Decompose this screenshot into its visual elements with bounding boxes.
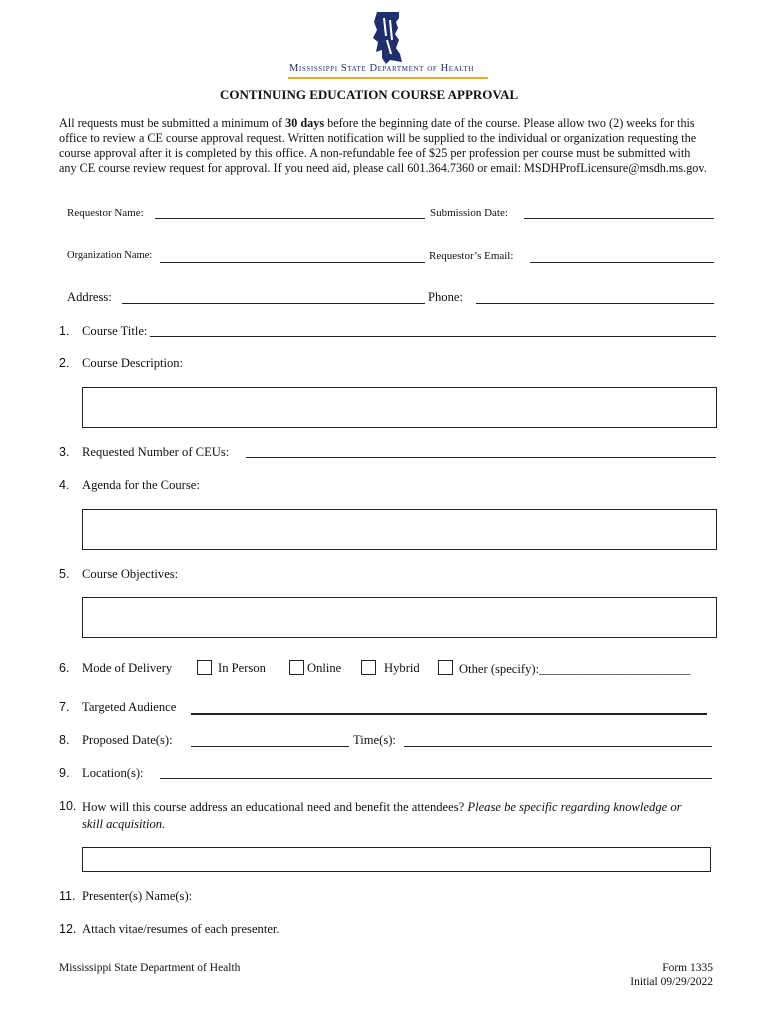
online-label: Online [307,661,342,675]
item-number: 6. [59,661,70,675]
requestor-email-label: Requestor’s Email: [429,250,514,262]
times-field[interactable] [404,746,712,747]
organization-name-label: Organization Name: [67,250,153,261]
in-person-label: In Person [218,661,266,675]
in-person-checkbox[interactable] [197,660,212,675]
other-specify-label: Other (specify):________________________ [459,662,691,676]
course-title-field[interactable] [150,336,716,337]
item-number: 2. [59,356,70,370]
form-initial-date: Initial 09/29/2022 [630,976,713,988]
page-title: CONTINUING EDUCATION COURSE APPROVAL [220,87,519,102]
item-number: 4. [59,478,70,492]
educational-need-hint: Please be specific regarding knowledge or skill acquisition. [82,800,682,831]
objectives-box[interactable] [82,597,717,638]
hybrid-label: Hybrid [384,661,420,675]
item-number: 7. [59,700,70,714]
agency-underline [288,77,488,79]
mode-of-delivery-label: Mode of Delivery [82,661,173,675]
other-checkbox[interactable] [438,660,453,675]
intro-paragraph: All requests must be submitted a minimum of 30 days before the beginning date of the course. Please allow two (2) weeks for this office to review a CE course approval request. Written notification will be supplied to the individual or organization requesting the course approval after it is completed by this office. A non-refundable fee of $25 per profession per course must be submitted with any CE course review request for approval. If you need aid, please call 601.364.7360 or email: MSDHProfLicensure@msdh.ms.gov. [59,116,707,175]
agenda-box[interactable] [82,509,717,550]
phone-label: Phone: [428,290,463,304]
attach-resumes-label: Attach vitae/resumes of each presenter. [82,922,280,936]
phone-field[interactable] [476,303,714,304]
address-label: Address: [67,290,112,304]
requested-ceus-label: Requested Number of CEUs: [82,445,230,459]
requestor-name-label: Requestor Name: [67,207,144,219]
item-number: 10. [59,799,77,813]
item-number: 12. [59,922,77,936]
item-number: 11. [59,889,76,903]
times-label: Time(s): [353,733,396,747]
location-label: Location(s): [82,766,144,780]
item-number: 1. [59,324,70,338]
footer-agency: Mississippi State Department of Health [59,962,241,974]
presenters-label: Presenter(s) Name(s): [82,889,193,903]
targeted-audience-label: Targeted Audience [82,700,177,714]
location-field[interactable] [160,778,712,779]
organization-name-field[interactable] [160,262,425,263]
proposed-dates-label: Proposed Date(s): [82,733,173,747]
proposed-dates-field[interactable] [191,746,349,747]
submission-date-field[interactable] [524,218,714,219]
address-field[interactable] [122,303,425,304]
agency-name: Mississippi State Department of Health [289,63,475,74]
form-number: Form 1335 [662,962,713,974]
educational-need-box[interactable] [82,847,711,872]
msdh-logo-icon [368,10,408,66]
online-checkbox[interactable] [289,660,304,675]
hybrid-checkbox[interactable] [361,660,376,675]
item-number: 5. [59,567,70,581]
item-number: 3. [59,445,70,459]
course-description-label: Course Description: [82,356,184,370]
educational-need-question: How will this course address an educational need and benefit the attendees? Please be specific regarding knowledge or skill acquisition. [82,800,682,831]
objectives-label: Course Objectives: [82,567,179,581]
requested-ceus-field[interactable] [246,457,716,458]
targeted-audience-field[interactable] [191,713,707,715]
course-description-box[interactable] [82,387,717,428]
submission-date-label: Submission Date: [430,207,508,219]
course-title-label: Course Title: [82,324,148,338]
item-number: 8. [59,733,70,747]
requestor-email-field[interactable] [530,262,714,263]
requestor-name-field[interactable] [155,218,425,219]
item-number: 9. [59,766,70,780]
agenda-label: Agenda for the Course: [82,478,200,492]
